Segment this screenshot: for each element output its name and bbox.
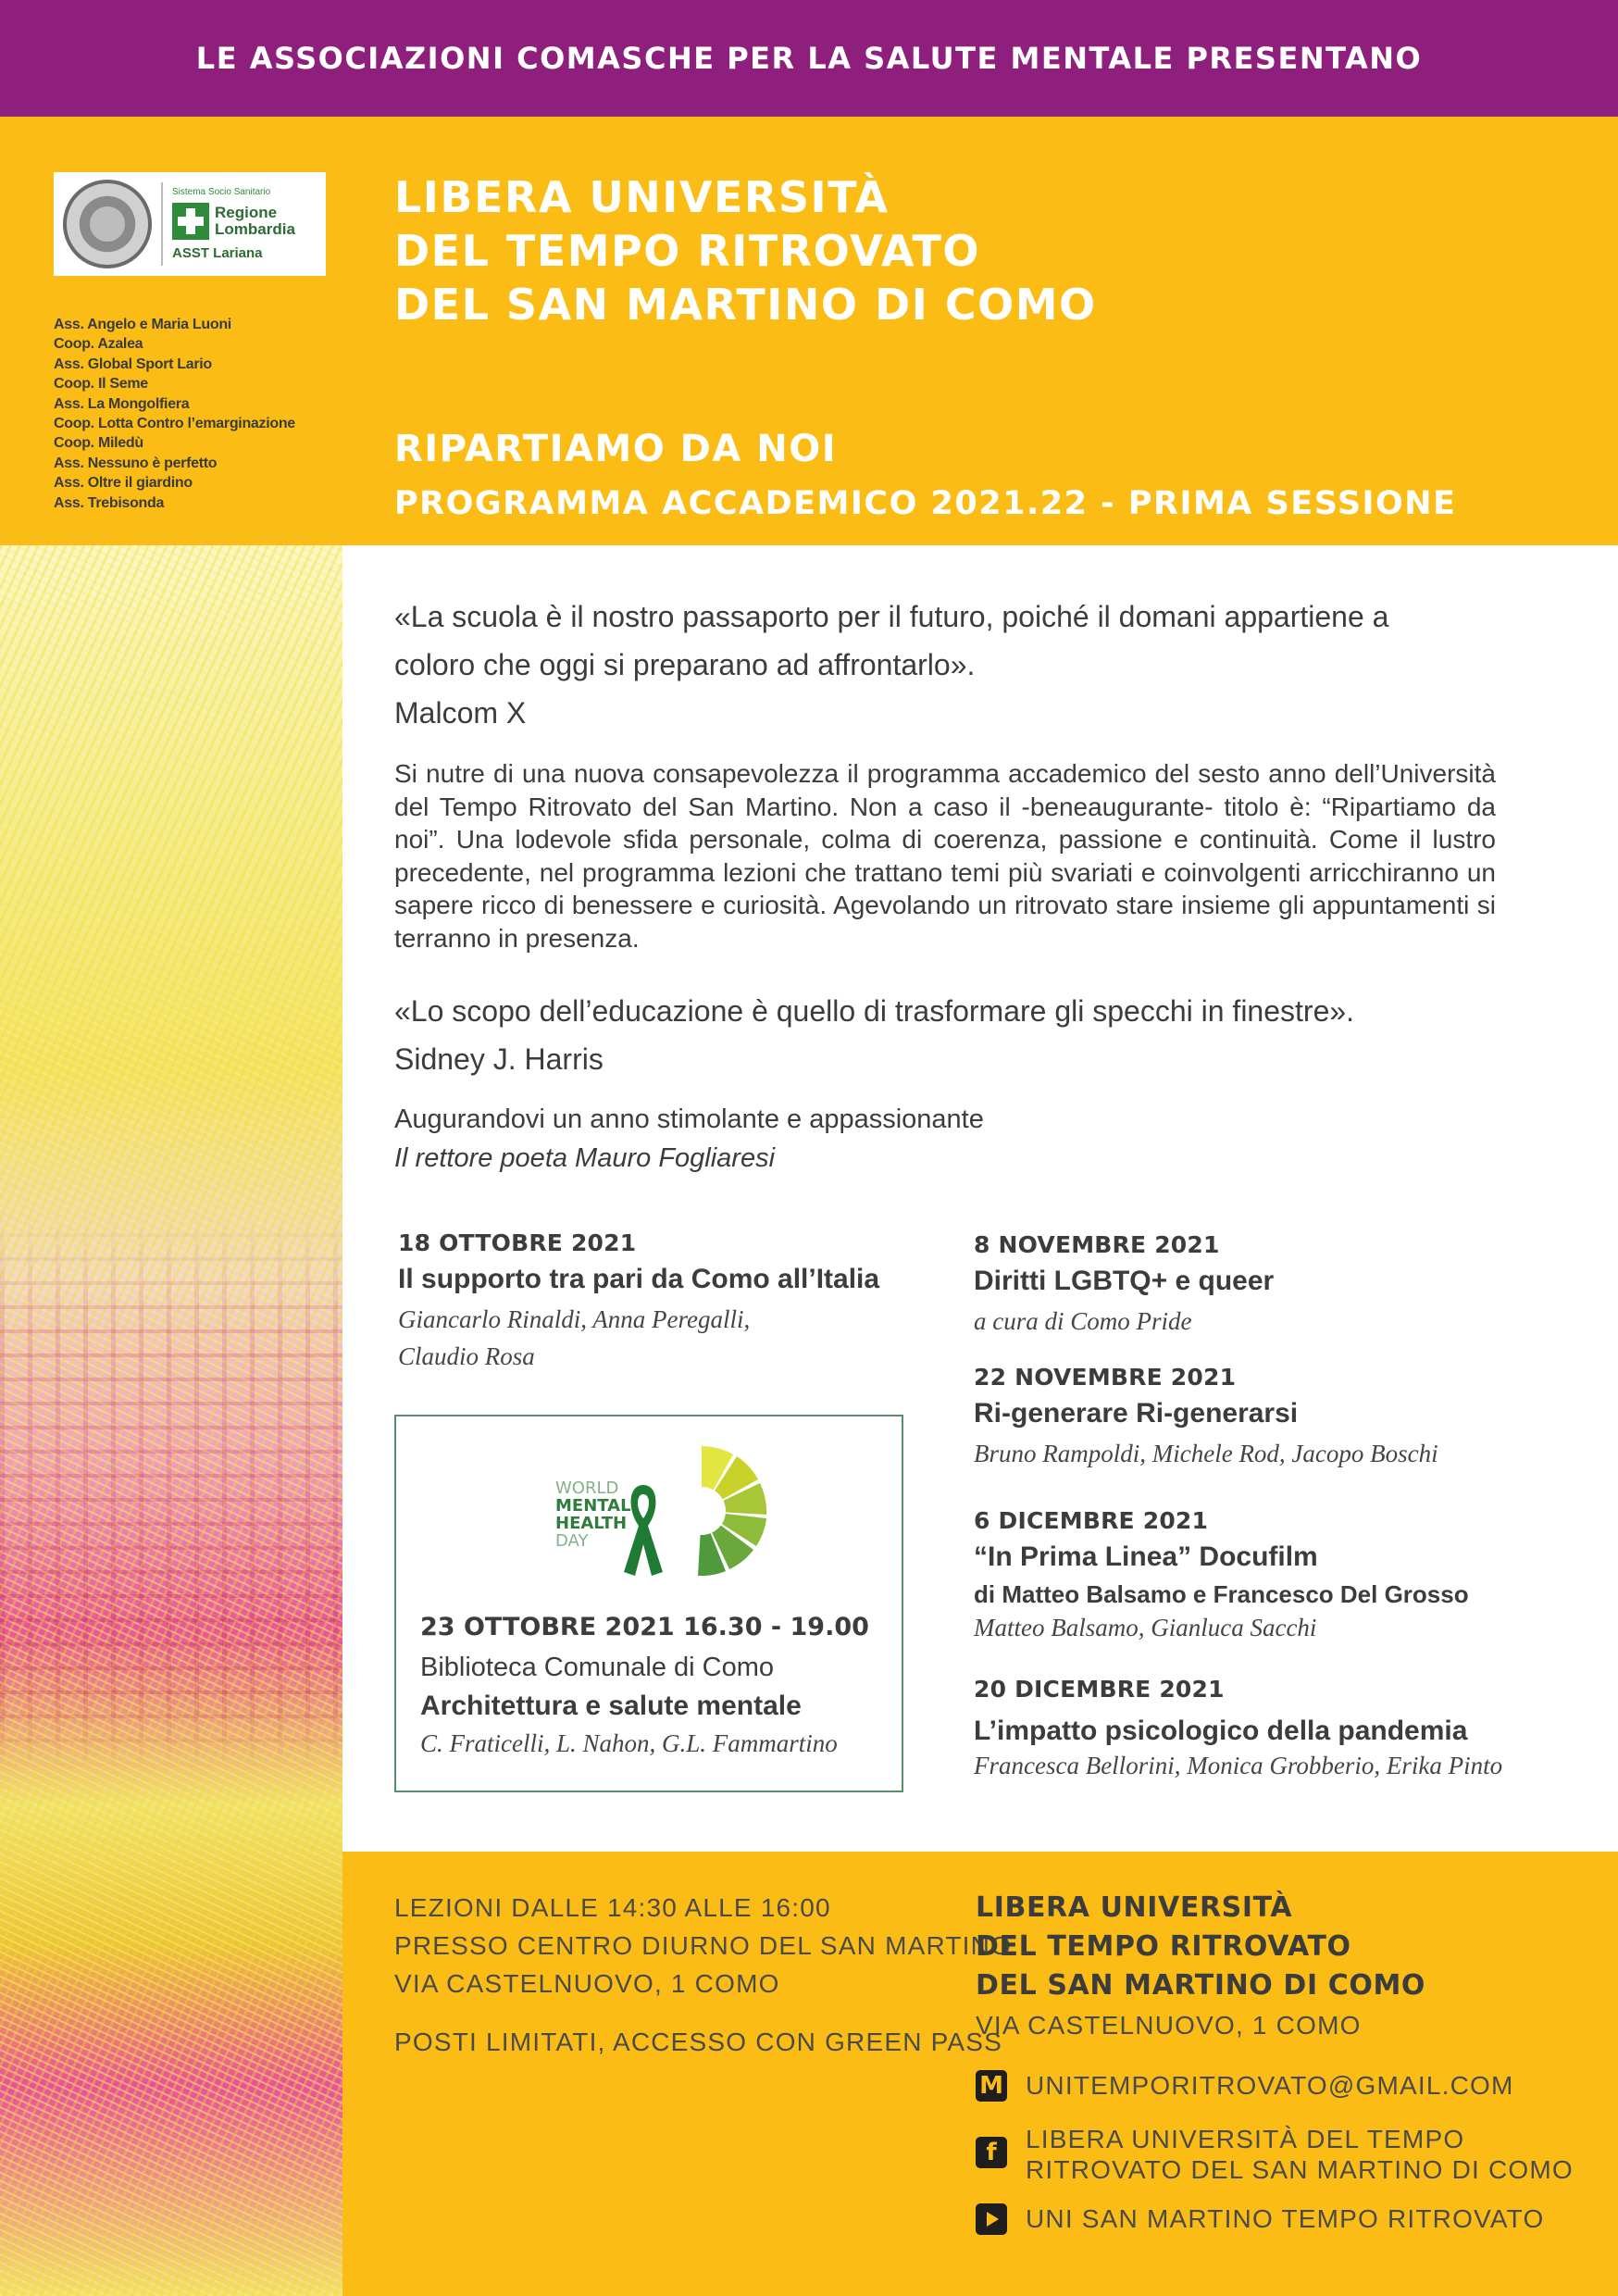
facebook-line-1: LIBERA UNIVERSITÀ DEL TEMPO bbox=[1026, 2125, 1465, 2153]
title-line-2: DEL TEMPO RITROVATO bbox=[394, 226, 981, 276]
quote-author: Malcom X bbox=[394, 696, 527, 730]
whd-wordmark bbox=[555, 1479, 631, 1550]
footer bbox=[342, 1852, 1618, 2296]
partner-logos bbox=[54, 172, 326, 276]
association-item: Coop. Il Seme bbox=[54, 376, 148, 393]
wish-block bbox=[394, 1100, 984, 1178]
org-name-2: DEL TEMPO RITROVATO bbox=[976, 1930, 1351, 1963]
quote-malcom-x bbox=[394, 593, 1487, 737]
whd-word-2: MENTAL bbox=[555, 1496, 631, 1516]
intro-paragraph: Si nutre di una nuova consapevolezza il programma accademico del sesto anno dell’Università del Tempo Ritrovato del San Martino. Non a caso il -beneaugurante- titolo è: “Ripartiamo da noi”. Una lodevole sfida personale, colma di coerenza, passione e continuità. Come il lustro precedente, nel programma lezioni che trattano temi più svariati e coinvolgenti arricchiranno un sapere ricco di benessere e curiosità. Agevolando un ritrovato stare insieme gli appuntamenti si terranno in presenza. bbox=[394, 759, 1496, 953]
gmail-icon: M bbox=[976, 2070, 1007, 2102]
decorative-artwork bbox=[0, 545, 342, 2296]
lesson-hours: LEZIONI DALLE 14:30 ALLE 16:00 bbox=[394, 1893, 831, 1922]
whd-word-3: HEALTH bbox=[555, 1514, 628, 1533]
youtube-icon bbox=[976, 2203, 1007, 2235]
association-item: Ass. Oltre il giardino bbox=[54, 475, 193, 492]
event-22-novembre bbox=[974, 1364, 1438, 1472]
org-name-3: DEL SAN MARTINO DI COMO bbox=[976, 1969, 1426, 2002]
title-line-3: DEL SAN MARTINO DI COMO bbox=[394, 280, 1097, 330]
event-date: 18 OTTOBRE 2021 bbox=[398, 1229, 637, 1256]
lombardia-name-2: Lombardia bbox=[215, 220, 295, 238]
email-address: UNITEMPORITROVATO@GMAIL.COM bbox=[1026, 2071, 1514, 2100]
event-title: Il supporto tra pari da Como all’Italia bbox=[398, 1264, 880, 1294]
association-item: Ass. Angelo e Maria Luoni bbox=[54, 317, 231, 332]
facebook-page bbox=[1026, 2124, 1574, 2185]
whd-place: Biblioteca Comunale di Como bbox=[420, 1653, 775, 1682]
event-speakers: Matteo Balsamo, Gianluca Sacchi bbox=[974, 1614, 1317, 1641]
contact-facebook[interactable] bbox=[976, 2124, 1574, 2185]
association-item: Ass. La Mongolfiera bbox=[54, 395, 190, 412]
association-item: Ass. Nessuno è perfetto bbox=[54, 455, 218, 471]
regione-lombardia-logo bbox=[172, 187, 295, 261]
organization-info bbox=[976, 1889, 1587, 2040]
banner-text: LE ASSOCIAZIONI COMASCHE PER LA SALUTE MENTALE PRESENTANO bbox=[195, 41, 1423, 76]
event-date: 20 DICEMBRE 2021 bbox=[974, 1676, 1225, 1703]
page-title bbox=[394, 170, 1505, 331]
como-seal-icon bbox=[63, 180, 152, 268]
event-18-ottobre bbox=[398, 1229, 879, 1375]
lombardia-cross-icon bbox=[172, 203, 209, 240]
green-pass-note: POSTI LIMITATI, ACCESSO CON GREEN PASS bbox=[394, 2028, 1003, 2056]
contact-email[interactable] bbox=[976, 2070, 1514, 2102]
speakers-line-2: Claudio Rosa bbox=[398, 1342, 535, 1370]
event-8-novembre bbox=[974, 1231, 1274, 1340]
event-speakers: a cura di Como Pride bbox=[974, 1307, 1192, 1335]
youtube-channel: UNI SAN MARTINO TEMPO RITROVATO bbox=[1026, 2204, 1545, 2233]
wish-text: Augurandovi un anno stimolante e appassionante bbox=[394, 1104, 984, 1134]
whd-speakers: C. Fraticelli, L. Nahon, G.L. Fammartino bbox=[420, 1729, 838, 1757]
event-title: Diritti LGBTQ+ e queer bbox=[974, 1266, 1275, 1296]
association-item: Coop. Azalea bbox=[54, 336, 143, 353]
top-banner bbox=[0, 0, 1618, 117]
event-title: “In Prima Linea” Docufilm bbox=[974, 1541, 1318, 1572]
event-date: 22 NOVEMBRE 2021 bbox=[974, 1364, 1237, 1391]
facebook-icon: f bbox=[976, 2137, 1007, 2168]
quote-line-1: «La scuola è il nostro passaporto per il futuro, poiché il domani appartiene a bbox=[394, 600, 1389, 633]
whd-date: 23 OTTOBRE 2021 16.30 - 19.00 bbox=[420, 1613, 869, 1641]
whd-event-info bbox=[420, 1613, 892, 1758]
event-6-dicembre bbox=[974, 1507, 1469, 1646]
event-speakers: Francesca Bellorini, Monica Grobberio, Erika Pinto bbox=[974, 1752, 1503, 1779]
event-title: Ri-generare Ri-generarsi bbox=[974, 1398, 1299, 1429]
rettore-signature: Il rettore poeta Mauro Fogliaresi bbox=[394, 1143, 776, 1173]
world-mental-health-day-logo bbox=[544, 1446, 766, 1585]
event-speakers: Bruno Rampoldi, Michele Rod, Jacopo Boschi bbox=[974, 1440, 1438, 1467]
event-20-dicembre bbox=[974, 1676, 1502, 1784]
association-item: Coop. Miledù bbox=[54, 435, 143, 452]
title-line-1: LIBERA UNIVERSITÀ bbox=[394, 172, 890, 222]
whd-title: Architettura e salute mentale bbox=[420, 1691, 802, 1721]
association-item: Coop. Lotta Contro l’emarginazione bbox=[54, 416, 295, 432]
event-date: 8 NOVEMBRE 2021 bbox=[974, 1231, 1220, 1258]
quote-text: «Lo scopo dell’educazione è quello di trasformare gli specchi in finestre». bbox=[394, 994, 1355, 1028]
quote-line-2: coloro che oggi si preparano ad affrontarlo». bbox=[394, 648, 976, 681]
asst-lariana: ASST Lariana bbox=[172, 245, 263, 261]
subtitle-ripartiamo: RIPARTIAMO DA NOI bbox=[394, 428, 838, 470]
lesson-info bbox=[394, 1889, 1012, 2061]
whd-word-1: WORLD bbox=[555, 1479, 619, 1498]
facebook-line-2: RITROVATO DEL SAN MARTINO DI COMO bbox=[1026, 2155, 1574, 2184]
header bbox=[0, 117, 1618, 545]
association-item: Ass. Global Sport Lario bbox=[54, 356, 212, 372]
org-address: VIA CASTELNUOVO, 1 COMO bbox=[976, 2011, 1362, 2040]
lesson-address: VIA CASTELNUOVO, 1 COMO bbox=[394, 1969, 780, 1998]
contact-youtube[interactable] bbox=[976, 2203, 1544, 2235]
lombardia-name-1: Regione bbox=[215, 204, 278, 221]
association-item: Ass. Trebisonda bbox=[54, 494, 165, 511]
world-mental-health-day-box bbox=[394, 1415, 903, 1792]
quote-author: Sidney J. Harris bbox=[394, 1042, 604, 1076]
associations-list bbox=[54, 315, 331, 513]
whd-word-4: DAY bbox=[555, 1531, 589, 1551]
event-title: L’impatto psicologico della pandemia bbox=[974, 1716, 1468, 1746]
logo-divider bbox=[161, 182, 163, 266]
event-subtitle: di Matteo Balsamo e Francesco Del Grosso bbox=[974, 1580, 1469, 1608]
org-name-1: LIBERA UNIVERSITÀ bbox=[976, 1891, 1293, 1924]
quote-sidney-harris bbox=[394, 987, 1487, 1083]
lombardia-sistema: Sistema Socio Sanitario bbox=[172, 187, 271, 197]
speakers-line-1: Giancarlo Rinaldi, Anna Peregalli, bbox=[398, 1305, 751, 1333]
subtitle-programma: PROGRAMMA ACCADEMICO 2021.22 - PRIMA SESSIONE bbox=[394, 485, 1457, 522]
event-speakers bbox=[398, 1301, 879, 1375]
event-date: 6 DICEMBRE 2021 bbox=[974, 1507, 1209, 1534]
lesson-location: PRESSO CENTRO DIURNO DEL SAN MARTINO bbox=[394, 1931, 1013, 1960]
